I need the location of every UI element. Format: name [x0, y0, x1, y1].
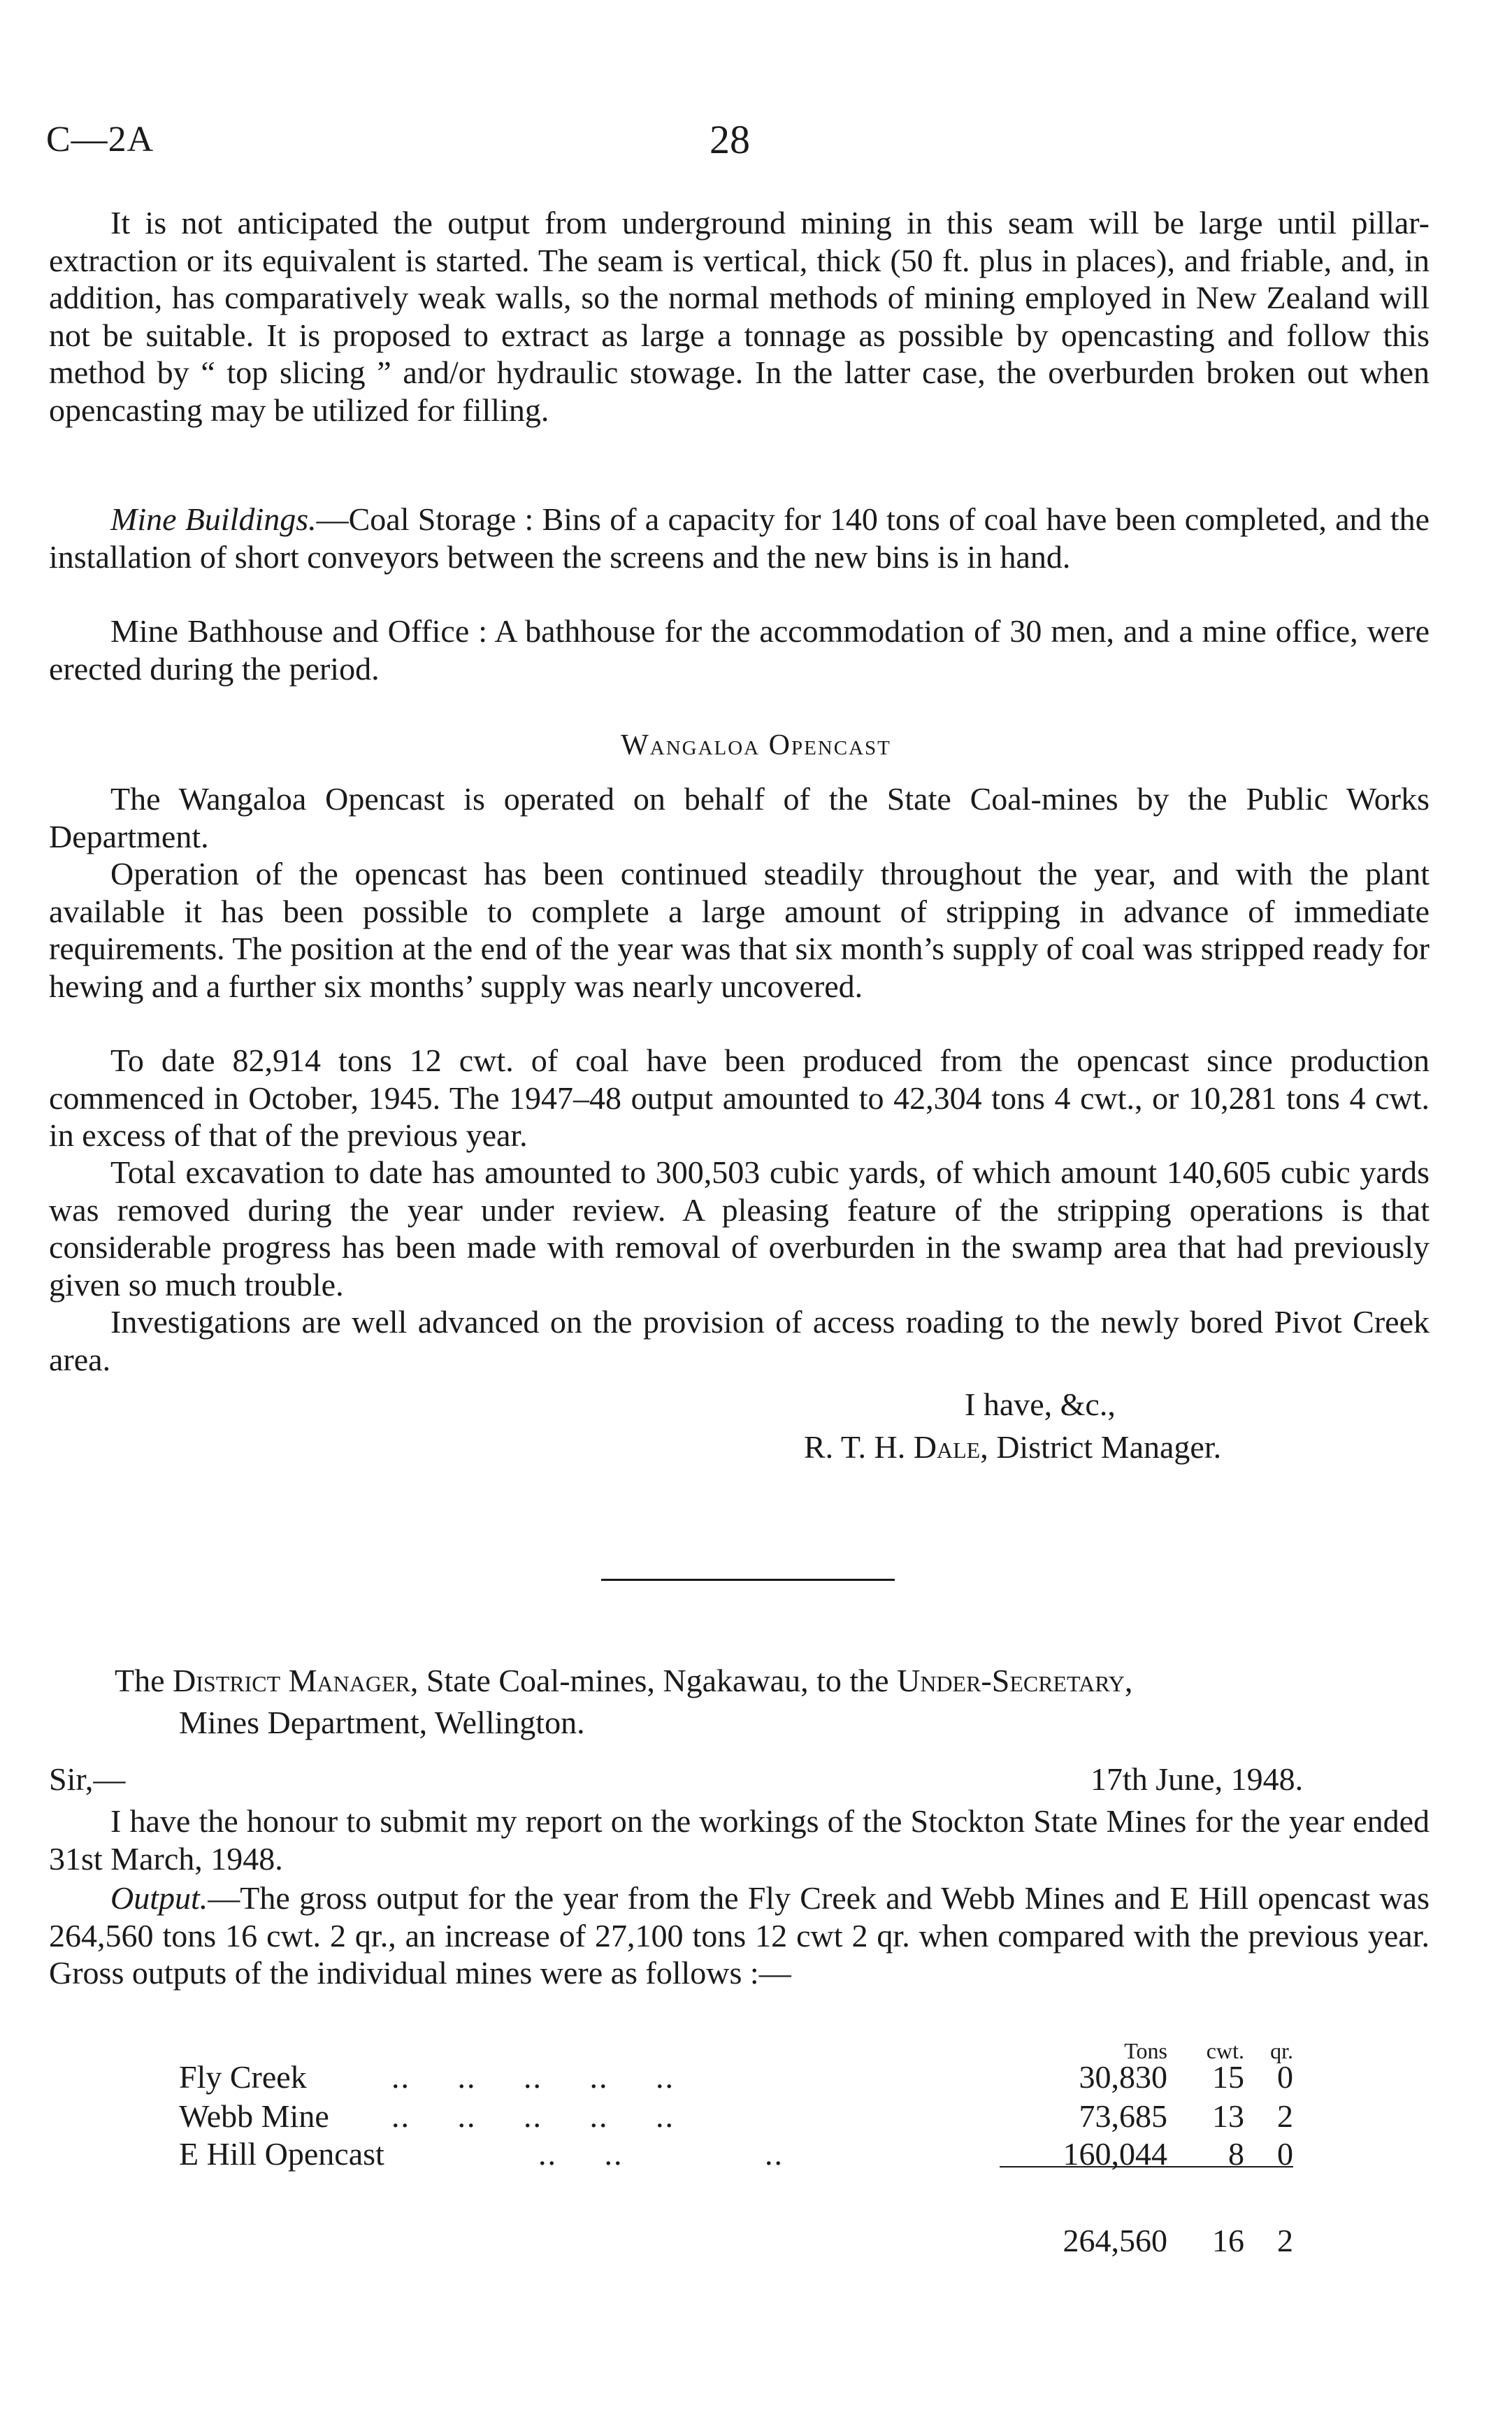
paragraph-mine-buildings	[49, 501, 1430, 575]
paragraph-excavation: Total excavation to date has amounted to 300,503 cubic yards, of which amount 140,605 cubic yards was removed during the year under review. A pleasing feature of the stripping operations is that considerable progress has been made with removal of overburden in the swamp area that had previously given so much trouble.	[49, 1154, 1430, 1303]
qr-value: 0	[1277, 2059, 1293, 2095]
paragraph-opencast-operation: Operation of the opencast has been continued steadily throughout the year, and with the plant available it has been possible to complete a large amount of stripping in advance of immediate requirements. The position at the end of the year was that six month’s supply of coal was stripped ready for hewing and a further six months’ supply was nearly uncovered.	[49, 856, 1430, 1004]
column-header-tons: Tons	[1124, 2038, 1167, 2063]
column-header-qr: qr.	[1270, 2038, 1293, 2063]
paragraph-seam-mining: It is not anticipated the output from underground mining in this seam will be large until pillar-extraction or its equivalent is started. The seam is vertical, thick (50 ft. plus in places), and friable, and, in addition, has comparatively weak walls, so the normal methods of mining employed in New Zealand will not be suitable. It is proposed to extract as large a tonnage as possible by opencasting and follow this method by “ top slicing ” and/or hydraulic stowage. In the latter case, the overburden broken out when opencasting may be utilized for filling.	[49, 205, 1430, 428]
leader-dots: .. .. .. .. ..	[391, 2098, 675, 2134]
mine-name: Fly Creek	[179, 2059, 307, 2095]
table-row	[0, 2058, 1512, 2097]
total-tons-value: 264,560	[1063, 2223, 1167, 2258]
table-row	[0, 2135, 1512, 2174]
address-comma: ,	[1124, 1663, 1133, 1698]
mine-name: E Hill Opencast	[179, 2136, 384, 2172]
address-from: District Manager	[173, 1663, 410, 1698]
letter-date: 17th June, 1948.	[1090, 1761, 1304, 1797]
leader-dots: .. .. .. .. ..	[391, 2059, 675, 2095]
paragraph-wangaloa-intro: The Wangaloa Opencast is operated on behalf of the State Coal-mines by the Public Works Department.	[49, 781, 1430, 854]
address-line-2: Mines Department, Wellington.	[179, 1705, 585, 1740]
table-total-row	[0, 2222, 1512, 2260]
total-rule	[1000, 2166, 1293, 2167]
signature-line	[804, 1428, 1221, 1466]
document-reference: C—2A	[46, 120, 154, 159]
address-to: Under-Secretary	[897, 1663, 1125, 1698]
cwt-value: 8	[1228, 2136, 1244, 2172]
output-text: —The gross output for the year from the Fly Creek and Webb Mines and E Hill opencast was 264,560 tons 16 cwt. 2 qr., an increase of 27,100 tons 12 cwt 2 qr. when compared with the previous year. Gross outputs of the individual mines were as follows :—	[49, 1880, 1430, 1991]
leader-dots: .. .. ..	[538, 2136, 784, 2172]
cwt-value: 15	[1212, 2059, 1244, 2095]
paragraph-bathhouse: Mine Bathhouse and Office : A bathhouse for the accommodation of 30 men, and a mine office, were erected during the period.	[49, 613, 1430, 687]
qr-value: 2	[1277, 2098, 1293, 2134]
tons-value: 73,685	[1079, 2098, 1167, 2134]
mine-name: Webb Mine	[179, 2098, 329, 2134]
mine-buildings-text: —Coal Storage : Bins of a capacity for 140 tons of coal have been completed, and the installation of short conveyors between the screens and the new bins is in hand.	[49, 501, 1430, 575]
address-the: The	[115, 1663, 173, 1698]
tons-value: 30,830	[1079, 2059, 1167, 2095]
paragraph-investigations: Investigations are well advanced on the provision of access roading to the newly bored Pivot Creek area.	[49, 1304, 1430, 1377]
mine-buildings-heading: Mine Buildings.	[110, 501, 317, 537]
qr-value: 0	[1277, 2136, 1293, 2172]
salutation: Sir,—	[49, 1761, 126, 1797]
total-qr-value: 2	[1277, 2223, 1293, 2258]
total-cwt-value: 16	[1212, 2223, 1244, 2258]
signatory-surname: Dale	[913, 1429, 981, 1465]
paragraph-production-to-date: To date 82,914 tons 12 cwt. of coal have been produced from the opencast since production commenced in October, 1945. The 1947–48 output amounted to 42,304 tons 4 cwt., or 10,281 tons 4 cwt. in excess of that of the previous year.	[49, 1042, 1430, 1153]
section-divider	[601, 1579, 895, 1581]
page-number: 28	[710, 117, 750, 162]
tons-value: 160,044	[1063, 2136, 1167, 2172]
signatory-initials: R. T. H.	[804, 1429, 914, 1465]
section-heading-wangaloa: Wangaloa Opencast	[621, 729, 891, 761]
table-row	[0, 2098, 1512, 2136]
column-header-cwt: cwt.	[1206, 2038, 1244, 2063]
cwt-value: 13	[1212, 2098, 1244, 2134]
signatory-title: , District Manager.	[980, 1429, 1222, 1465]
address-middle: , State Coal-mines, Ngakawau, to the	[410, 1663, 898, 1698]
output-heading: Output.	[110, 1880, 208, 1916]
address-line-1	[115, 1662, 1132, 1699]
paragraph-output	[49, 1879, 1430, 1992]
closing-phrase: I have, &c.,	[965, 1386, 1116, 1422]
paragraph-report-intro: I have the honour to submit my report on the workings of the Stockton State Mines for the year ended 31st March, 1948.	[49, 1803, 1430, 1877]
